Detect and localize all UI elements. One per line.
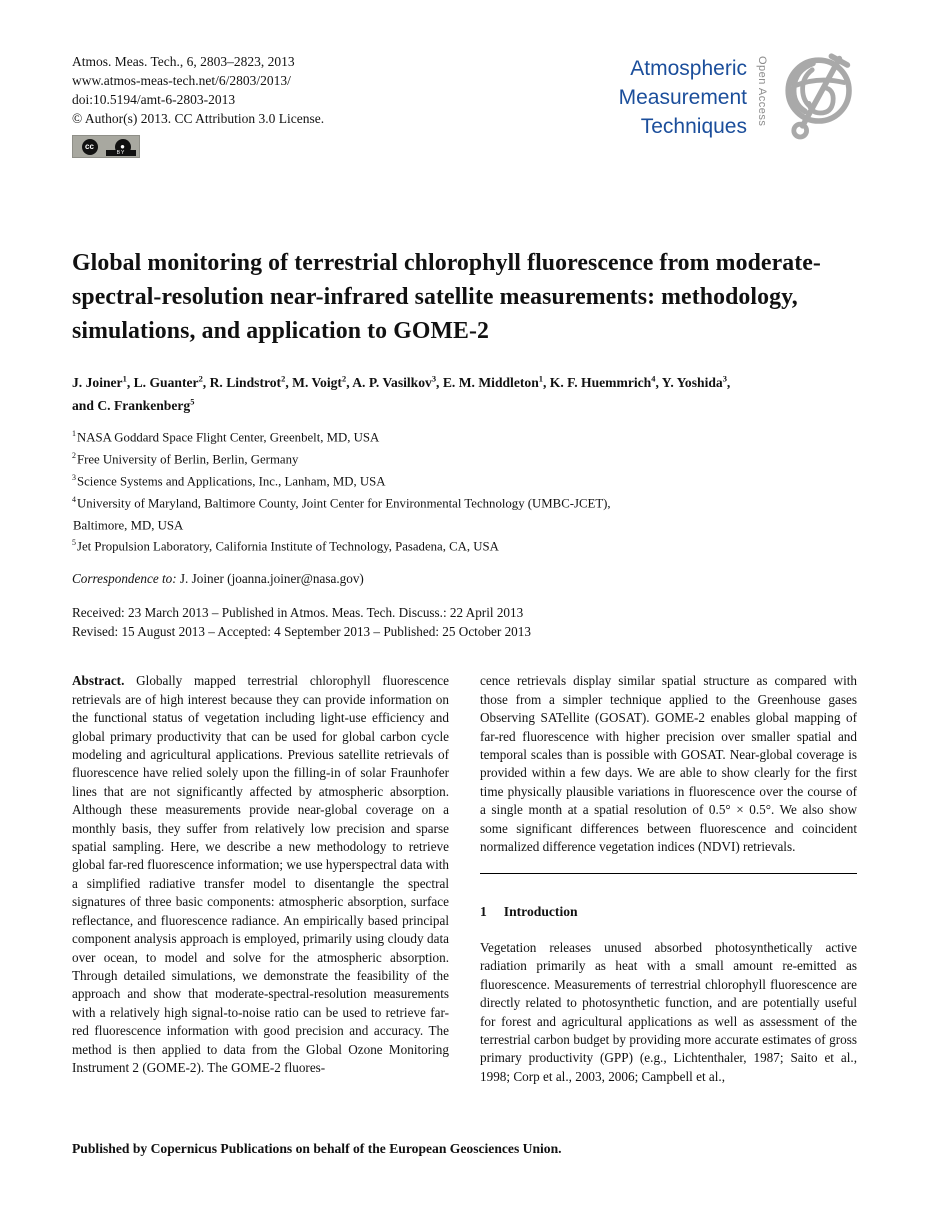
affiliation: $^4$University of Maryland, Baltimore County, Joint Center for Environmental Technology (UMBC-JCET), — [72, 494, 611, 510]
section-heading — [480, 903, 857, 921]
author-affil-ref: 2 — [198, 373, 203, 383]
author-affil-ref: 4 — [651, 373, 656, 383]
section-title: Introduction — [503, 904, 578, 920]
journal-citation: Atmos. Meas. Tech., 6, 2803–2823, 2013 — [72, 54, 295, 69]
revised-line: Revised: 15 August 2013 – Accepted: 4 September 2013 – Published: 25 October 2013 — [72, 623, 531, 639]
section-number: 1 — [480, 904, 487, 920]
abstract-label: Abstract. — [72, 673, 125, 689]
cc-by-label: BY — [106, 150, 136, 156]
author-affil-ref: 1 — [122, 373, 127, 383]
received-line: Received: 23 March 2013 – Published in Atmos. Meas. Tech. Discuss.: 22 April 2013 — [72, 605, 524, 621]
affiliation-text: Science Systems and Applications, Inc., Lanham, MD, USA — [76, 474, 386, 489]
author-name: R. Lindstrot — [209, 374, 282, 390]
abstract-paragraph — [72, 672, 449, 1077]
author: J. Joiner$^1$, — [72, 373, 134, 390]
author-affil-ref: 3 — [722, 373, 727, 383]
author: L. Guanter$^2$, — [133, 373, 210, 390]
author-line-2 — [72, 392, 857, 415]
author-name: K. F. Huemmrich — [549, 374, 652, 390]
author-affil-ref: 2 — [341, 373, 347, 383]
journal-name-line2: Measurement — [618, 86, 747, 109]
cc-person-icon: ● — [115, 139, 131, 155]
affiliation-text: Jet Propulsion Laboratory, California Institute of Technology, Pasadena, CA, USA — [76, 539, 499, 554]
citation-block — [72, 52, 324, 158]
correspondence-label: Correspondence to: — [72, 571, 180, 587]
publisher-footer: Published by Copernicus Publications on behalf of the European Geosciences Union. — [72, 1141, 562, 1156]
affiliation — [72, 513, 857, 535]
journal-logo-block — [619, 52, 857, 144]
section-divider — [480, 873, 857, 874]
affiliation: $^5$Jet Propulsion Laboratory, California Institute of Technology, Pasadena, CA, USA — [72, 538, 499, 554]
author: A. P. Vasilkov$^3$, — [352, 373, 443, 390]
author-name: M. Voigt — [292, 374, 342, 390]
author-list — [72, 369, 857, 415]
author: and C. Frankenberg$^5$ — [72, 396, 195, 413]
author-affil-ref: 1 — [538, 373, 543, 383]
cc-by-badge-icon — [72, 135, 140, 158]
egu-globe-logo-icon — [777, 52, 857, 142]
introduction-paragraph: Vegetation releases unused absorbed photosynthetically active radiation primarily as heat with a small amount re-emitted as fluorescence. Measurements of terrestrial chlorophyll fluorescence are directly related to photosynthetic function, and are potentially useful for forest and agricultural applications as well as assessment of the terrestrial carbon budget by providing more accurate estimates of gross primary productivity (GPP) (e.g., Lichtenthaler, 1987; Saito et al., 1998; Corp et al., 2003, 2006; Campbell et al., — [480, 939, 857, 1084]
author: E. M. Middleton$^1$, — [442, 373, 550, 390]
author: Y. Yoshida$^3$, — [661, 373, 731, 390]
affiliation: $^1$NASA Goddard Space Flight Center, Greenbelt, MD, USA — [72, 429, 380, 445]
left-column — [72, 672, 449, 1086]
author: K. F. Huemmrich$^4$, — [549, 373, 662, 390]
author-name: A. P. Vasilkov — [352, 374, 432, 390]
affiliation-text: University of Maryland, Baltimore County, Joint Center for Environmental Technology (UMBC-JCET), — [76, 495, 611, 510]
author-name: C. Frankenberg — [97, 397, 191, 413]
journal-name-line3: Techniques — [640, 115, 747, 138]
author-name: Y. Yoshida — [661, 374, 723, 390]
open-access-label: Open Access — [756, 56, 768, 127]
license-line: © Author(s) 2013. CC Attribution 3.0 License. — [72, 111, 325, 126]
cc-logo-icon: cc — [82, 139, 98, 155]
correspondence-line — [72, 571, 857, 587]
author-affil-ref: 3 — [431, 373, 437, 383]
right-column — [480, 672, 857, 1086]
affiliation: $^3$Science Systems and Applications, Inc., Lanham, MD, USA — [72, 472, 386, 489]
affiliation-text: NASA Goddard Space Flight Center, Greenbelt, MD, USA — [76, 430, 380, 445]
body-columns — [72, 672, 857, 1086]
author-name: E. M. Middleton — [442, 374, 539, 390]
abstract-continuation: cence retrievals display similar spatial structure as compared with those from a simpler technique applied to the Greenhouse gases Observing SATellite (GOSAT). GOME-2 enables global mapping of far-red fluorescence with higher precision over smaller spatial and temporal scales than is possible with GOSAT. Near-global coverage is provided within a few days. We are able to show clearly for the first time physically plausible variations in fluorescence over the course of a single month at a spatial resolution of 0.5° × 0.5°. We also show some significant differences between fluorescence and coincident normalized difference vegetation indices (NDVI) retrievals. — [480, 673, 857, 855]
journal-name-line1: Atmospheric — [630, 57, 747, 80]
author-affil-ref: 2 — [281, 373, 286, 383]
affiliation-text: Free University of Berlin, Berlin, Germany — [76, 452, 299, 467]
correspondence-value: J. Joiner (joanna.joiner@nasa.gov) — [179, 571, 364, 587]
affiliation-list — [72, 425, 857, 556]
author-name: J. Joiner — [72, 374, 123, 390]
author-name: L. Guanter — [133, 374, 199, 390]
paper-title: Global monitoring of terrestrial chlorophyll fluorescence from moderate-spectral-resolution near-infrared satellite measurements: methodology, simulations, and application to GOME-2 — [72, 250, 821, 344]
abstract-text-col1: Globally mapped terrestrial chlorophyll fluorescence retrievals are of high interest because they can provide information on the functional status of vegetation including light-use efficiency and global primary productivity that can be used for global carbon cycle modeling and agricultural applications. Previous satellite retrievals of fluorescence have relied solely upon the filling-in of solar Fraunhofer lines that are not significantly affected by atmospheric absorption. Although these measurements provide near-global coverage on a monthly basis, they suffer from relatively low precision and sparse spatial sampling. Here, we describe a new methodology to retrieve global far-red fluorescence information; we use hyperspectral data with a simplified radiative transfer model to disentangle the spectral signatures of three basic components: atmospheric absorption, surface reflectance, and fluorescence radiance. An empirically based principal component analysis approach is employed, primarily using cloudy data over ocean, to model and solve for the atmospheric absorption. Through detailed simulations, we demonstrate the feasibility of the approach and show that moderate-spectral-resolution measurements with a relatively high signal-to-noise ratio can be used to retrieve far-red fluorescence information with good precision and accuracy. The method is then applied to data from the Global Ozone Monitoring Instrument 2 (GOME-2). The GOME-2 fluores- — [72, 673, 449, 1075]
affiliation: $^2$Free University of Berlin, Berlin, Germany — [72, 450, 299, 467]
publication-dates — [72, 604, 857, 641]
author-affil-ref: 5 — [190, 396, 195, 407]
author: R. Lindstrot$^2$, — [209, 373, 293, 390]
article-url: www.atmos-meas-tech.net/6/2803/2013/ — [72, 73, 291, 88]
page-header — [72, 52, 857, 158]
article-doi: doi:10.5194/amt-6-2803-2013 — [72, 92, 236, 107]
affiliation-text: Baltimore, MD, USA — [73, 517, 184, 532]
author: M. Voigt$^2$, — [292, 373, 353, 390]
journal-name — [619, 54, 747, 141]
author-line-1 — [72, 369, 857, 392]
